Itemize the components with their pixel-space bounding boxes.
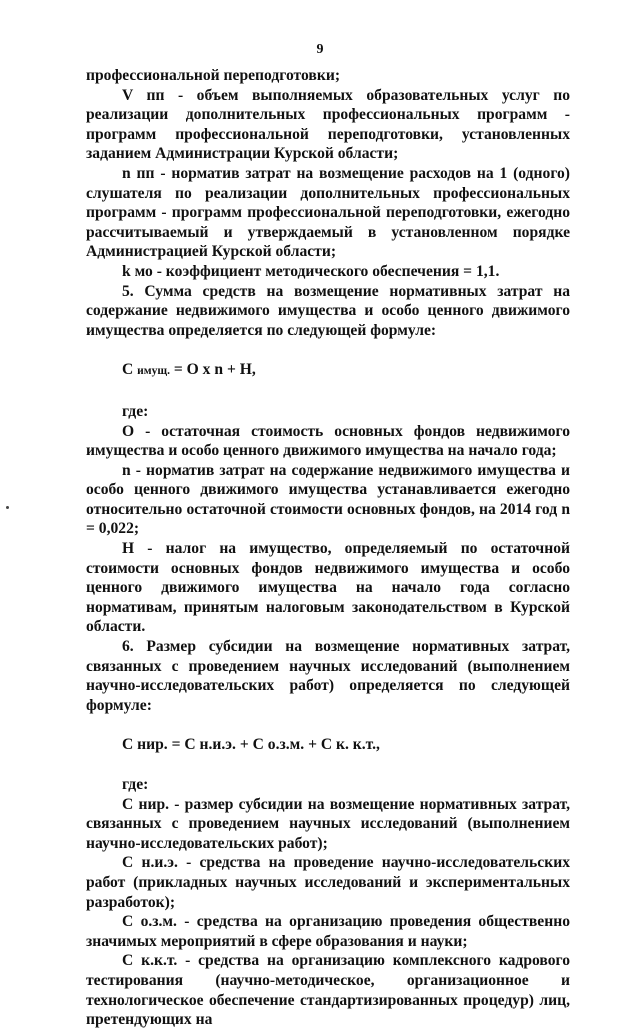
symbol: С н.и.э. [122, 854, 178, 872]
where-label: где: [122, 402, 149, 420]
paragraph: k мо - коэффициент методического обеспечения = 1,1. [122, 262, 500, 280]
paragraph: Н - налог на имущество, определяемый по остаточной стоимости основных фондов недвижимого имущества и особо ценного движимого имущества на начало года согласно нормативам, принятым налоговым законодательством в Курской области. [86, 540, 570, 636]
paragraph: С н.и.э. - средства на проведение научно-исследовательских работ (прикладных научных исследований и экспериментальных разработок); [86, 854, 570, 911]
symbol: n пп [122, 164, 155, 182]
symbol: k мо [122, 262, 153, 280]
paragraph: V пп - объем выполняемых образовательных услуг по реализации дополнительных профессиональных программ - программ профессиональной переподготовки, установленных заданием Администрации Курской области; [86, 86, 570, 163]
page-number: 9 [316, 42, 324, 57]
symbol: V пп [122, 86, 165, 104]
document-body [86, 66, 570, 1030]
symbol: С о.з.м. [122, 913, 177, 931]
paragraph: 5. Сумма средств на возмещение нормативных затрат на содержание недвижимого имущества и особо ценного движимого имущества определяется по следующей формуле: [86, 282, 570, 339]
symbol: С к.к.т. [122, 952, 178, 970]
paragraph: n пп - норматив затрат на возмещение расходов на 1 (одного) слушателя по реализации дополнительных профессиональных программ - программ профессиональной переподготовки, ежегодно рассчитываемый и утверждаемый в установленном порядке Администрацией Курской области; [86, 164, 570, 261]
paragraph: С о.з.м. - средства на организацию проведения общественно значимых мероприятий в сфере образования и науки; [86, 913, 570, 950]
paragraph: профессиональной переподготовки; [86, 67, 341, 84]
formula: С нир. = С н.и.э. + С о.з.м. + С к. к.т., [122, 736, 380, 754]
symbol: С нир. [122, 795, 170, 813]
paragraph: n - норматив затрат на содержание недвижимого имущества и особо ценного движимого имущества устанавливается ежегодно относительно остаточной стоимости основных фондов, на 2014 год n = 0,022; [86, 461, 570, 538]
paragraph: С нир. - размер субсидии на возмещение нормативных затрат, связанных с проведением научных исследований (выполнением научно-исследовательских работ); [86, 795, 570, 852]
where-label: где: [122, 776, 149, 793]
formula: С имущ. = О х n + Н, [122, 361, 256, 379]
paragraph: 6. Размер субсидии на возмещение нормативных затрат, связанных с проведением научных исследований (выполнением научно-исследовательских работ) определяется по следующей формуле: [86, 638, 570, 714]
paragraph: О - остаточная стоимость основных фондов недвижимого имущества и особо ценного движимого имущества на начало года; [86, 422, 570, 460]
scan-speck [6, 506, 9, 509]
paragraph: С к.к.т. - средства на организацию комплексного кадрового тестирования (научно-методическое, организационное и технологическое обеспечение стандартизированных процедур) лиц, претендующих на [86, 952, 571, 1029]
